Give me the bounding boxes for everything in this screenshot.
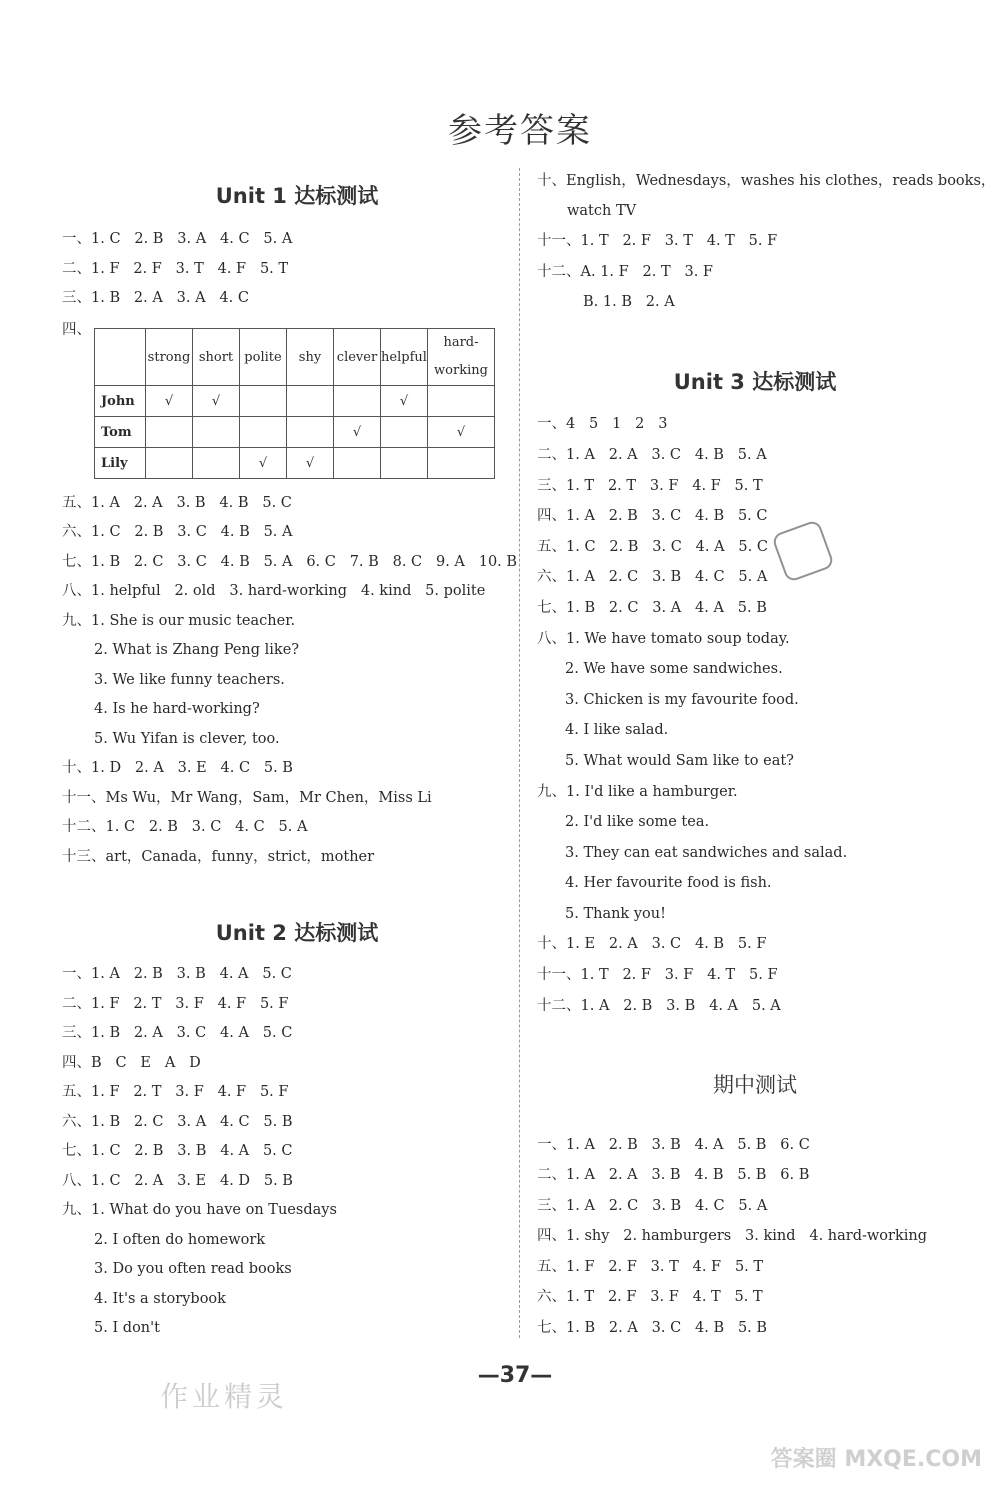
unit2-title: Unit 2 达标测试 (215, 921, 379, 945)
answer-line: 四、1. shy 2. hamburgers 3. kind 4. hard-working (537, 1228, 928, 1244)
answer-line: 九、1. What do you have on Tuesdays (62, 1202, 337, 1218)
stamp-mark (771, 519, 835, 583)
table-cell: √ (240, 448, 287, 479)
table-header: clever (334, 329, 381, 386)
answer-line: 十三、art，Canada，funny，strict，mother (62, 849, 375, 865)
answer-line: 五、1. F 2. F 3. T 4. F 5. T (537, 1259, 764, 1275)
table-cell: √ (146, 386, 193, 417)
answer-line: 三、1. T 2. T 3. F 4. F 5. T (537, 478, 763, 494)
watermark: 作业精灵 (160, 1380, 289, 1413)
answer-line: 十二、1. C 2. B 3. C 4. C 5. A (62, 819, 308, 835)
answer-line: 十、1. D 2. A 3. E 4. C 5. B (62, 760, 293, 776)
table-cell (193, 417, 240, 448)
midterm-title: 期中测试 (713, 1073, 797, 1097)
answer-line: 二、1. F 2. F 3. T 4. F 5. T (62, 261, 289, 277)
answer-line: 八、1. We have tomato soup today. (537, 631, 790, 647)
answer-line: 5. I don't (94, 1320, 160, 1336)
answer-line: 七、1. B 2. C 3. A 4. A 5. B (537, 600, 767, 616)
answer-line: 四、1. A 2. B 3. C 4. B 5. C (537, 508, 768, 524)
table-cell (334, 448, 381, 479)
answer-line: 十一、1. T 2. F 3. T 4. T 5. F (537, 233, 778, 249)
table-header: strong (146, 329, 193, 386)
table-cell (240, 417, 287, 448)
unit3-title: Unit 3 达标测试 (673, 370, 837, 394)
answer-line: 5. Wu Yifan is clever, too. (94, 731, 280, 747)
table-cell: √ (381, 386, 428, 417)
corner-watermark: 答案圈 MXQE.COM (770, 1447, 982, 1472)
answer-line: 3. We like funny teachers. (94, 672, 285, 688)
table-header: shy (287, 329, 334, 386)
question-number: 四、 (62, 322, 91, 338)
table-cell (428, 386, 495, 417)
answer-line: 一、1. C 2. B 3. A 4. C 5. A (62, 231, 293, 247)
answer-line: 二、1. F 2. T 3. F 4. F 5. F (62, 996, 289, 1012)
table-cell (381, 448, 428, 479)
answer-line: 六、1. T 2. F 3. F 4. T 5. T (537, 1289, 763, 1305)
column-divider (519, 168, 520, 1338)
answer-line: 九、1. She is our music teacher. (62, 613, 296, 629)
page-number: —37— (477, 1363, 553, 1388)
table-cell: √ (287, 448, 334, 479)
answer-line: 五、1. F 2. T 3. F 4. F 5. F (62, 1084, 289, 1100)
answer-line: 三、1. A 2. C 3. B 4. C 5. A (537, 1198, 768, 1214)
answer-line: 十一、Ms Wu，Mr Wang，Sam，Mr Chen，Miss Li (62, 790, 432, 806)
answer-line: 一、1. A 2. B 3. B 4. A 5. C (62, 966, 292, 982)
answer-line: 2. I often do homework (94, 1232, 266, 1248)
answer-line: 三、1. B 2. A 3. A 4. C (62, 290, 249, 306)
table-row-name: Lily (95, 448, 146, 479)
answer-table (94, 328, 495, 479)
answer-line: 5. What would Sam like to eat? (565, 753, 794, 769)
table-cell (428, 448, 495, 479)
unit1-title: Unit 1 达标测试 (215, 184, 379, 208)
answer-line: 4. Is he hard-working? (94, 701, 260, 717)
answer-line: 四、B C E A D (62, 1055, 201, 1071)
page-title: 参考答案 (448, 111, 592, 151)
answer-line: 九、1. I'd like a hamburger. (537, 784, 738, 800)
answer-line: 十、1. E 2. A 3. C 4. B 5. F (537, 936, 767, 952)
answer-line: 八、1. helpful 2. old 3. hard-working 4. kind 5. polite (62, 583, 486, 599)
table-row-name: Tom (95, 417, 146, 448)
answer-line: 一、1. A 2. B 3. B 4. A 5. B 6. C (537, 1137, 810, 1153)
table-cell: √ (428, 417, 495, 448)
answer-line: 六、1. B 2. C 3. A 4. C 5. B (62, 1114, 293, 1130)
answer-line: 二、1. A 2. A 3. C 4. B 5. A (537, 447, 767, 463)
answer-line: 2. What is Zhang Peng like? (94, 642, 300, 658)
answer-line: B. 1. B 2. A (583, 294, 675, 310)
answer-line: 八、1. C 2. A 3. E 4. D 5. B (62, 1173, 293, 1189)
answer-line: 4. Her favourite food is fish. (565, 875, 772, 891)
table-cell: √ (193, 386, 240, 417)
answer-line: 一、4 5 1 2 3 (537, 416, 668, 432)
answer-line: 十二、1. A 2. B 3. B 4. A 5. A (537, 998, 781, 1014)
table-cell (146, 417, 193, 448)
answer-line: 十二、A. 1. F 2. T 3. F (537, 264, 713, 280)
answer-line: 七、1. B 2. A 3. C 4. B 5. B (537, 1320, 768, 1336)
answer-line: 十一、1. T 2. F 3. F 4. T 5. F (537, 967, 778, 983)
table-header: short (193, 329, 240, 386)
answer-line: 十、English，Wednesdays，washes his clothes，reads books， (537, 173, 996, 189)
answer-line: 3. Do you often read books (94, 1261, 292, 1277)
table-header: polite (240, 329, 287, 386)
answer-line: 二、1. A 2. A 3. B 4. B 5. B 6. B (537, 1167, 810, 1183)
table-cell (240, 386, 287, 417)
answer-line: 五、1. A 2. A 3. B 4. B 5. C (62, 495, 292, 511)
table-corner (95, 329, 146, 386)
table-cell (287, 386, 334, 417)
answer-line: 七、1. B 2. C 3. C 4. B 5. A 6. C 7. B 8. C 9. A 10. B (62, 554, 518, 570)
answer-line: 2. We have some sandwiches. (565, 661, 783, 677)
answer-line: 3. They can eat sandwiches and salad. (565, 845, 848, 861)
table-row-name: John (95, 386, 146, 417)
answer-line: 六、1. A 2. C 3. B 4. C 5. A (537, 569, 768, 585)
answer-line: 2. I'd like some tea. (565, 814, 710, 830)
answer-line: 4. It's a storybook (94, 1291, 226, 1307)
table-cell: √ (334, 417, 381, 448)
answer-line: 3. Chicken is my favourite food. (565, 692, 799, 708)
table-cell (193, 448, 240, 479)
answer-line: 七、1. C 2. B 3. B 4. A 5. C (62, 1143, 293, 1159)
table-cell (334, 386, 381, 417)
answer-line: 六、1. C 2. B 3. C 4. B 5. A (62, 524, 293, 540)
table-header: helpful (381, 329, 428, 386)
table-cell (287, 417, 334, 448)
answer-line: watch TV (567, 203, 637, 219)
answer-line: 三、1. B 2. A 3. C 4. A 5. C (62, 1025, 293, 1041)
table-cell (146, 448, 193, 479)
answer-line: 4. I like salad. (565, 722, 669, 738)
table-cell (381, 417, 428, 448)
answer-line: 五、1. C 2. B 3. C 4. A 5. C (537, 539, 768, 555)
answer-line: 5. Thank you! (565, 906, 666, 922)
table-header: hard- working (428, 329, 495, 386)
